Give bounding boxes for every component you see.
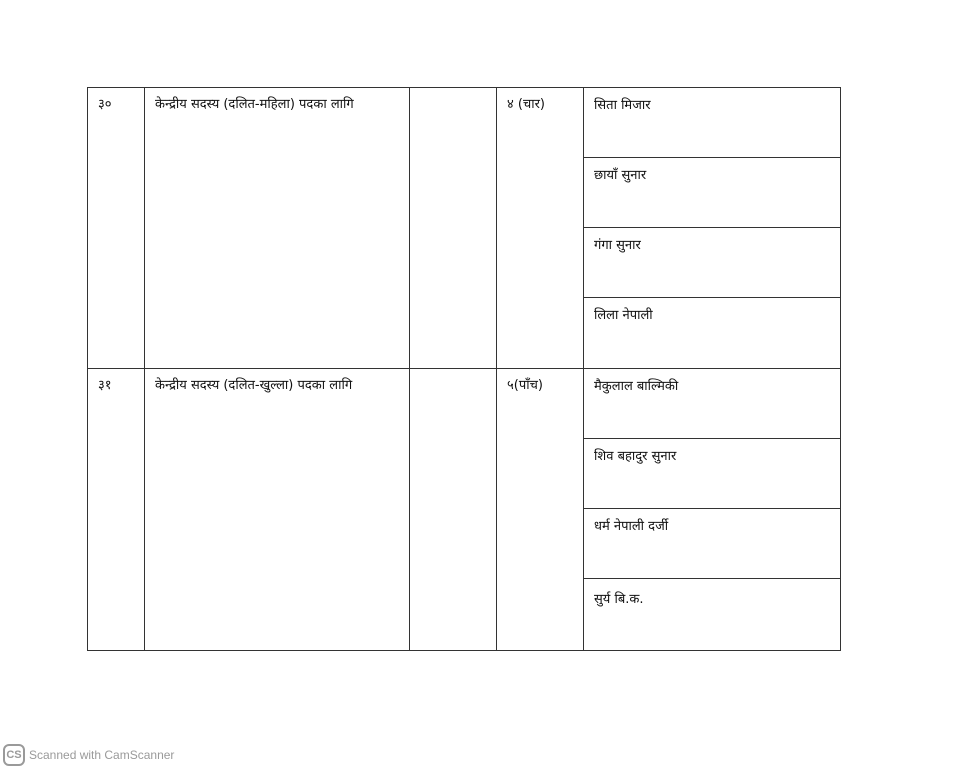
names-cell [584,88,841,369]
count-cell [497,369,584,651]
camscanner-logo-icon: CS [3,744,25,766]
serial-number: ३० [98,97,112,112]
candidate-name: मैकुलाल बाल्मिकी [594,379,679,394]
serial-cell [88,88,145,369]
candidate-table [87,87,841,651]
names-cell [584,369,841,651]
count-cell [497,88,584,369]
serial-number: ३१ [98,378,112,393]
candidate-name: शिव बहादुर सुनार [594,449,677,464]
candidate-name: गंगा सुनार [594,238,641,253]
blank-cell [410,88,497,369]
serial-cell [88,369,145,651]
list-item [584,88,840,158]
blank-cell [410,369,497,651]
candidate-name: धर्म नेपाली दर्जी [594,519,669,534]
post-title: केन्द्रीय सदस्य (दलित-महिला) पदका लागि [155,97,354,112]
candidate-name: लिला नेपाली [594,308,653,323]
list-item [584,369,840,439]
list-item [584,579,840,650]
post-cell [145,88,410,369]
watermark-text: Scanned with CamScanner [29,748,175,762]
candidate-name: सिता मिजार [594,98,651,113]
list-item [584,298,840,368]
post-title: केन्द्रीय सदस्य (दलित-खुल्ला) पदका लागि [155,378,353,393]
list-item [584,228,840,298]
list-item [584,509,840,579]
candidate-name: छायाँ सुनार [594,168,647,183]
table-row [88,88,841,369]
table-row [88,369,841,651]
camscanner-watermark [3,744,174,766]
candidate-name: सुर्य बि.क. [594,592,644,607]
seat-count: ५(पाँच) [507,378,543,393]
post-cell [145,369,410,651]
list-item [584,158,840,228]
seat-count: ४ (चार) [507,97,545,112]
list-item [584,439,840,509]
